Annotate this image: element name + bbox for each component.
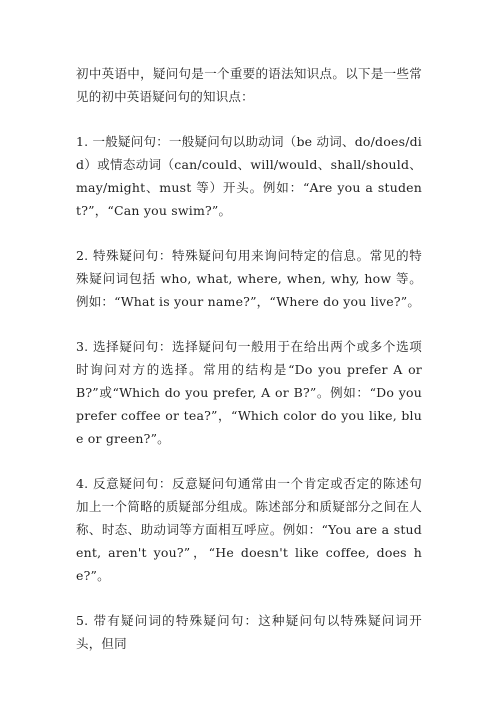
item-tag-question: 4. 反意疑问句：反意疑问句通常由一个肯定或否定的陈述句加上一个简略的质疑部分组成。陈述部分和质疑部分之间在人称、时态、助动词等方面相互呼应。例如：“You are a student, aren't you?”，“He doesn't like coffee, does he?”。 [76, 476, 422, 583]
document-page [76, 62, 422, 677]
item-wh-question: 5. 带有疑问词的特殊疑问句：这种疑问句以特殊疑问词开头，但同 [76, 613, 422, 651]
intro-paragraph: 初中英语中，疑问句是一个重要的语法知识点。以下是一些常见的初中英语疑问句的知识点： [76, 66, 422, 104]
item-alternative-question: 3. 选择疑问句：选择疑问句一般用于在给出两个或多个选项时询问对方的选择。常用的结构是“Do you prefer A or B?”或“Which do you prefer, A or B?”。例如：“Do you prefer coffee or tea?”，“Which color do you like, blue or green?”。 [76, 339, 422, 446]
item-general-question: 1. 一般疑问句：一般疑问句以助动词（be 动词、do/does/did）或情态动词（can/could、will/would、shall/should、may/might、must 等）开头。例如：“Are you a student?”，“Can you swim?”。 [76, 134, 422, 218]
item-special-question: 2. 特殊疑问句：特殊疑问句用来询问特定的信息。常见的特殊疑问词包括 who, what, where, when, why, how 等。例如：“What is your name?”，“Where do you live?”。 [76, 248, 422, 309]
